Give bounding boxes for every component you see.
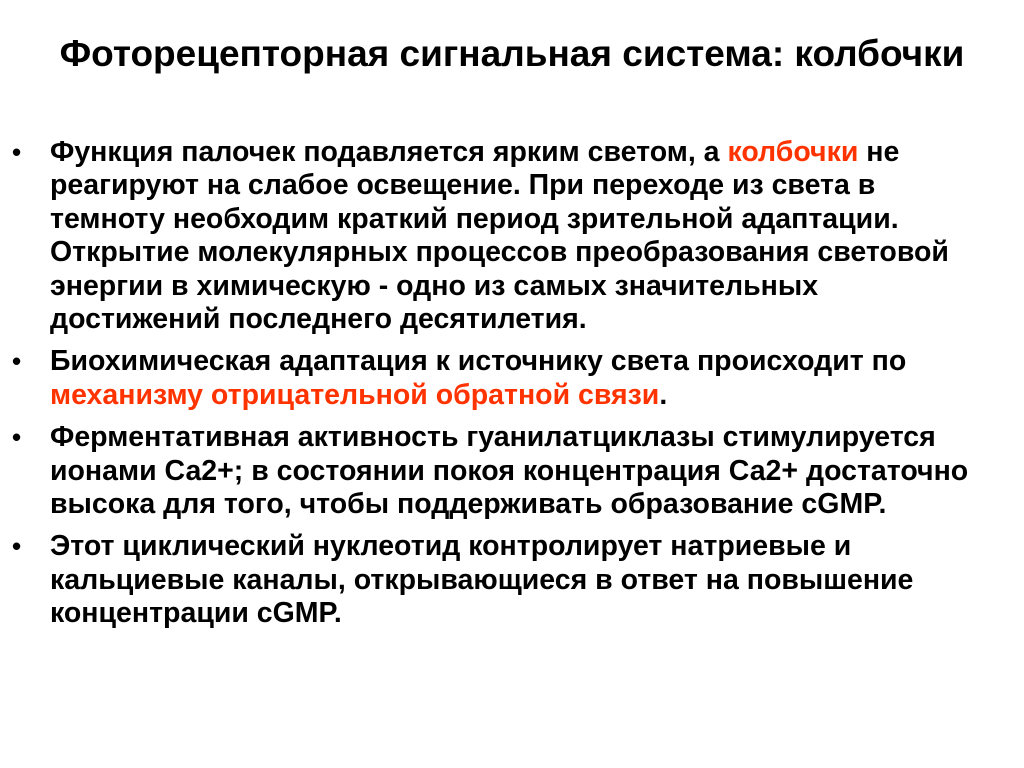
highlighted-term: колбочки: [727, 136, 859, 168]
bullet-dot-icon: •: [12, 422, 22, 453]
bullet-list: [0, 136, 1024, 640]
bullet-text: Этот циклический нуклеотид контролирует натриевые и кальциевые каналы, открывающиеся в ответ на повышение концентрации cGMP.: [50, 530, 914, 630]
bullet-item: [0, 136, 1024, 336]
bullet-text: Функция палочек подавляется ярким светом, а: [50, 136, 728, 168]
bullet-text: .: [659, 378, 668, 411]
highlighted-term: механизму отрицательной обратной связи: [50, 378, 660, 411]
bullet-dot-icon: •: [12, 346, 22, 377]
bullet-dot-icon: •: [12, 531, 22, 562]
bullet-text: Ферментативная активность гуанилатциклазы стимулируется ионами Са2+; в состоянии покоя концентрация Са2+ достаточно высока для того, чтобы поддерживать образование cGMP.: [50, 421, 969, 521]
bullet-text: не реагируют на слабое освещение. При переходе из света в темноту необходим краткий период зрительной адаптации. Открытие молекулярных процессов преобразования световой энергии в химическую - одно из самых значительных достижений последнего десятилетия.: [50, 136, 949, 336]
bullet-item: [0, 345, 1024, 412]
bullet-item: [0, 421, 1024, 521]
bullet-item: [0, 530, 1024, 630]
bullet-dot-icon: •: [12, 137, 22, 167]
slide-title: Фоторецепторная сигнальная система: колбочки: [59, 33, 965, 74]
bullet-text: Биохимическая адаптация к источнику света происходит по: [50, 345, 907, 378]
